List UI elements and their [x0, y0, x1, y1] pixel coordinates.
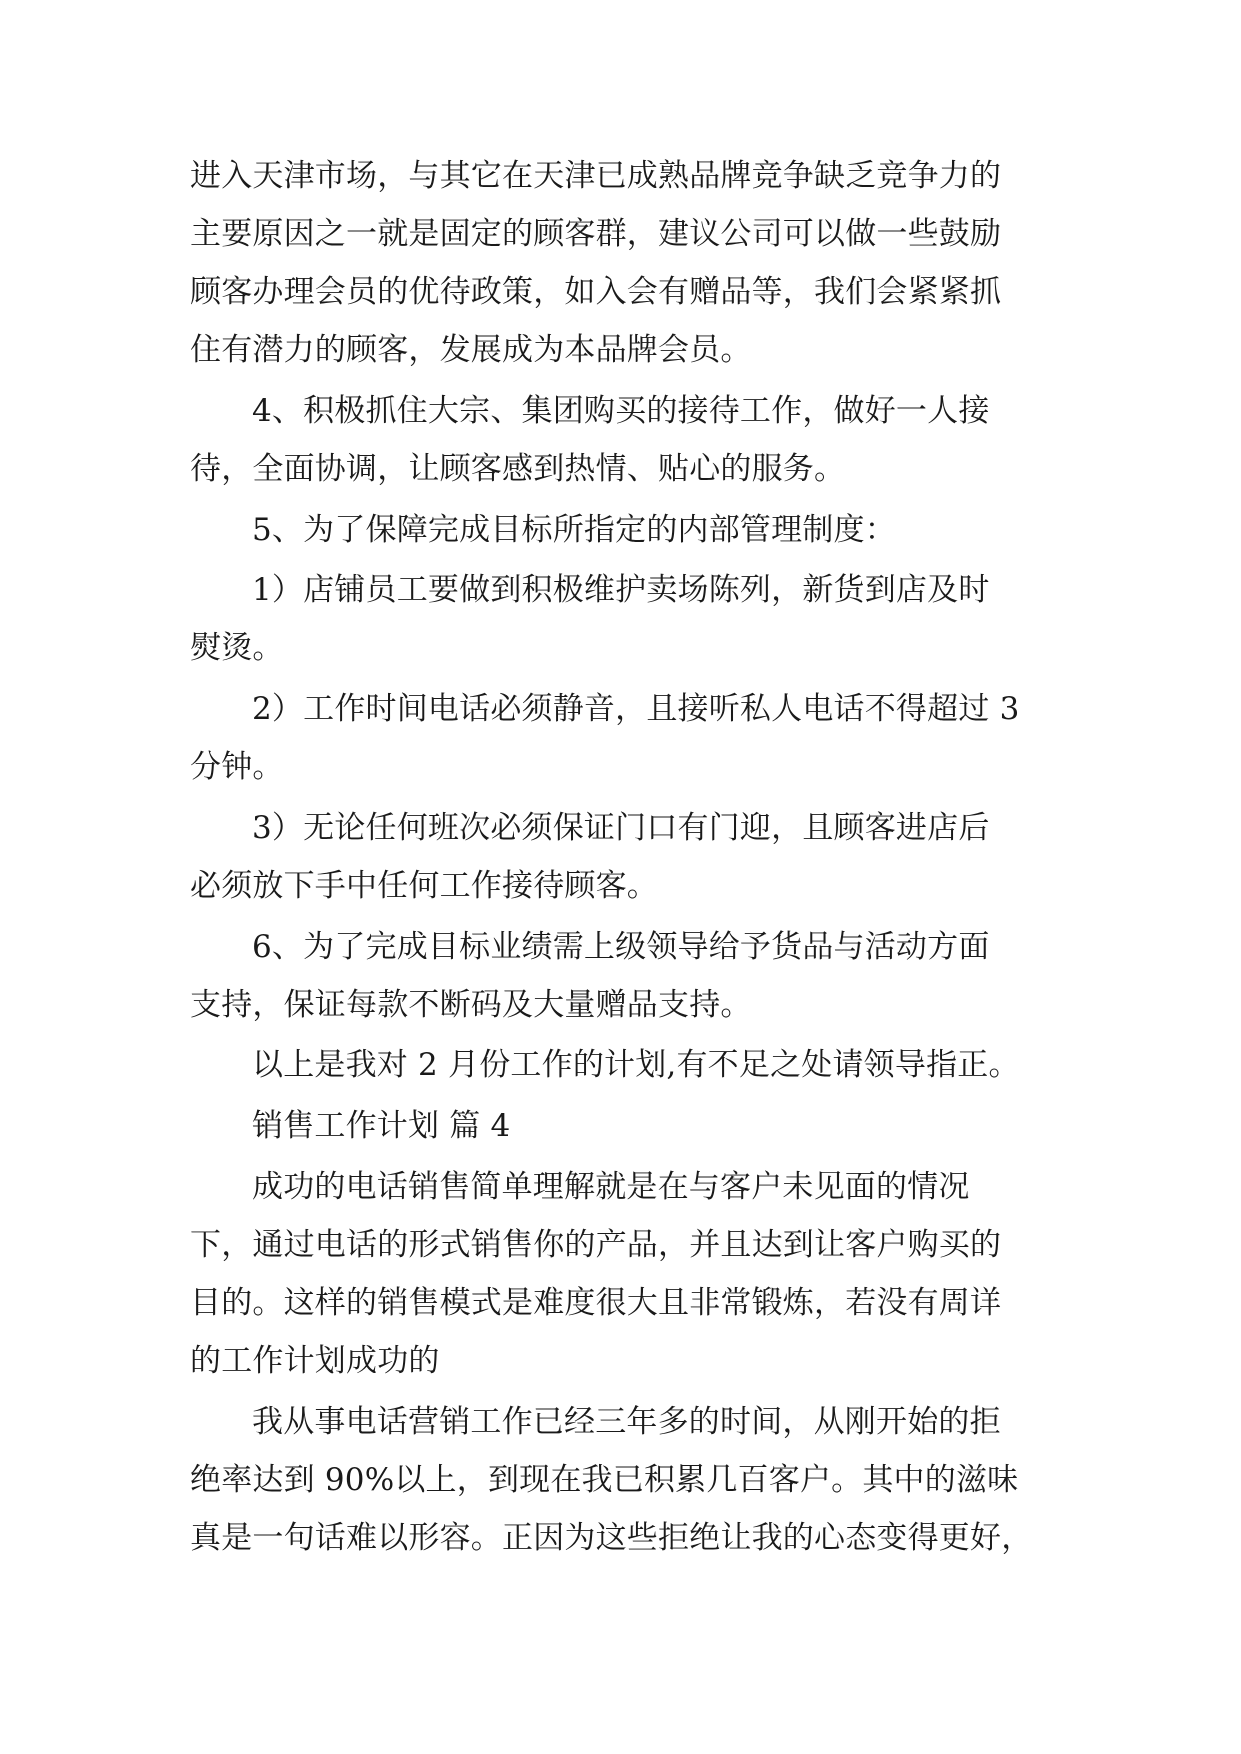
text-line: 分钟。	[190, 749, 284, 785]
text-line: 熨烫。	[190, 630, 284, 666]
text-line: 3）无论任何班次必须保证门口有门迎，且顾客进店后	[252, 810, 990, 846]
text-line: 的工作计划成功的	[190, 1343, 440, 1379]
text-line: 5、为了保障完成目标所指定的内部管理制度：	[252, 512, 896, 548]
text-line: 进入天津市场，与其它在天津已成熟品牌竞争缺乏竞争力的	[190, 158, 1002, 194]
text-line: 目的。这样的销售模式是难度很大且非常锻炼，若没有周详	[190, 1285, 1002, 1321]
text-line: 成功的电话销售简单理解就是在与客户未见面的情况	[252, 1169, 970, 1205]
text-line: 6、为了完成目标业绩需上级领导给予货品与活动方面	[252, 929, 990, 965]
text-line: 2）工作时间电话必须静音，且接听私人电话不得超过 3	[252, 691, 1020, 727]
text-line: 以上是我对 2 月份工作的计划,有不足之处请领导指正。	[252, 1047, 1020, 1083]
text-line: 必须放下手中任何工作接待顾客。	[190, 868, 658, 904]
section-heading: 销售工作计划 篇 4	[252, 1108, 511, 1144]
text-line: 下，通过电话的形式销售你的产品，并且达到让客户购买的	[190, 1227, 1002, 1263]
text-line: 绝率达到 90%以上，到现在我已积累几百客户。其中的滋味	[190, 1462, 1019, 1498]
text-line: 我从事电话营销工作已经三年多的时间，从刚开始的拒	[252, 1404, 1001, 1440]
text-line: 住有潜力的顾客，发展成为本品牌会员。	[190, 332, 752, 368]
text-line: 顾客办理会员的优待政策，如入会有赠品等，我们会紧紧抓	[190, 274, 1002, 310]
text-line: 4、积极抓住大宗、集团购买的接待工作，做好一人接	[252, 393, 990, 429]
text-line: 真是一句话难以形容。正因为这些拒绝让我的心态变得更好，	[190, 1520, 1033, 1556]
text-line: 待，全面协调，让顾客感到热情、贴心的服务。	[190, 451, 846, 487]
text-line: 1）店铺员工要做到积极维护卖场陈列，新货到店及时	[252, 572, 990, 608]
text-line: 支持，保证每款不断码及大量赠品支持。	[190, 987, 752, 1023]
text-line: 主要原因之一就是固定的顾客群，建议公司可以做一些鼓励	[190, 216, 1002, 252]
